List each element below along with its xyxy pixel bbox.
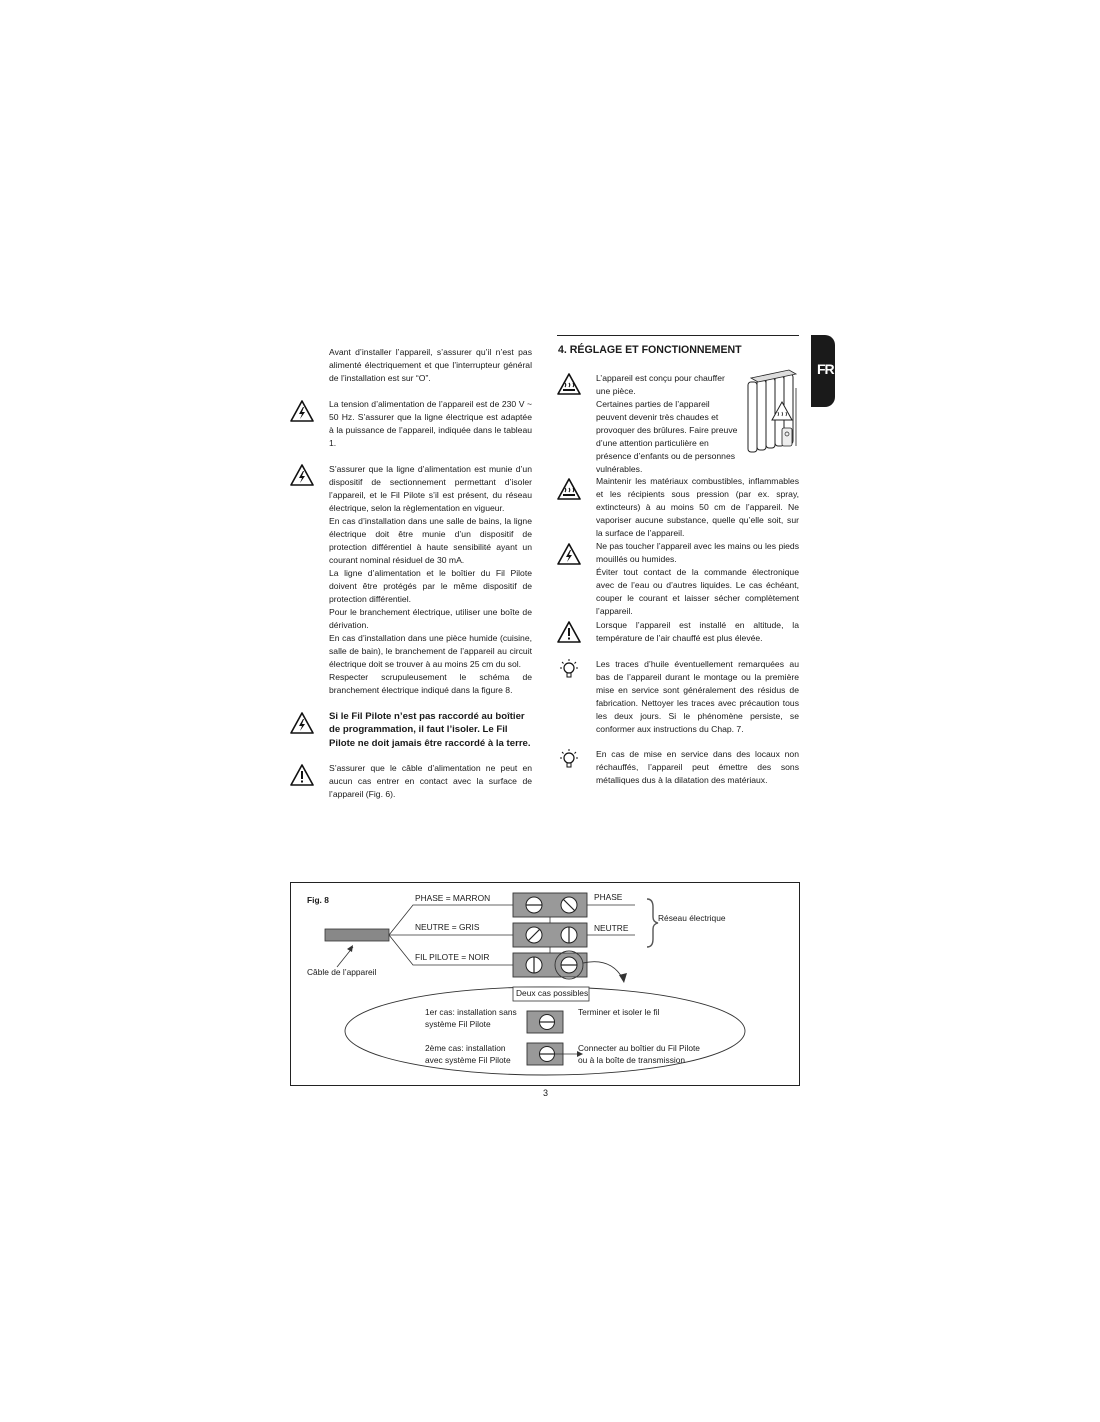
phase-out-label: PHASE bbox=[594, 892, 623, 902]
hot-surface-icon bbox=[557, 478, 581, 500]
lightbulb-tip-icon bbox=[557, 658, 581, 680]
right-paragraph-1a: L’appareil est conçu pour chauffer une pièce. bbox=[596, 373, 725, 396]
case-1-action: Terminer et isoler le fil bbox=[578, 1007, 660, 1017]
hot-surface-icon bbox=[557, 373, 581, 395]
case-1-line-1: 1er cas: installation sans bbox=[425, 1007, 517, 1017]
left-paragraph-1: Avant d’installer l’appareil, s’assurer qu’il n’est pas alimenté électriquement et que l’interrupteur général de l’installation est sur “O”. bbox=[329, 347, 532, 383]
left-paragraph-3e: En cas d’installation dans une pièce humide (cuisine, salle de bain), le branchement de l’appareil au circuit électrique doit se trouver à au moins 25 cm du sol. bbox=[329, 633, 532, 669]
figure-8-wiring-diagram bbox=[290, 882, 800, 1086]
electric-hazard-icon bbox=[290, 400, 314, 422]
case-2-action-line-2: ou à la boîte de transmission bbox=[578, 1055, 686, 1065]
left-paragraph-3b: En cas d’installation dans une salle de bains, la ligne électrique doit être munie d’un dispositif de protection différentiel à haute sensibilité ayant un courant nominal résiduel de 30 mA. bbox=[329, 516, 532, 565]
language-tab-label: FR bbox=[817, 361, 834, 377]
right-paragraph-3b: Éviter tout contact de la commande électronique avec de l’eau ou d’autres liquides. Le cas échéant, couper le courant et laisser sécher complètement l’appareil. bbox=[596, 567, 799, 616]
electric-hazard-icon bbox=[290, 712, 314, 734]
right-paragraph-2: Maintenir les matériaux combustibles, inflammables et les récipients sous pression (par ex. spray, extincteurs) à au moins 50 cm de l’appareil. Ne vaporiser aucune substance, quelle qu’elle soit, sur la surface de l’appareil. bbox=[596, 476, 799, 538]
left-paragraph-3c: La ligne d’alimentation et le boîtier du Fil Pilote doivent être protégés par le même dispositif de protection différentiel. bbox=[329, 568, 532, 604]
section-rule bbox=[557, 335, 799, 336]
right-paragraph-6: En cas de mise en service dans des locaux non réchauffés, l’appareil peut émettre des sons métalliques dus à la dilatation des matériaux. bbox=[596, 749, 799, 785]
left-paragraph-3: S’assurer que la ligne d’alimentation est munie d’un dispositif de sectionnement permettant d’isoler l’appareil, et le Fil Pilote s’il est présent, du réseau électrique, selon la règlementation en vigueur. bbox=[329, 464, 532, 513]
reseau-label: Réseau électrique bbox=[658, 913, 726, 923]
right-paragraph-4: Lorsque l’appareil est installé en altitude, la température de l’air chauffé est plus élevée. bbox=[596, 620, 799, 643]
case-2-line-2: avec système Fil Pilote bbox=[425, 1055, 511, 1065]
page-number: 3 bbox=[543, 1088, 549, 1098]
right-paragraph-3a: Ne pas toucher l’appareil avec les mains ou les pieds mouillés ou humides. bbox=[596, 541, 799, 564]
radiator-illustration bbox=[744, 368, 800, 460]
electric-hazard-icon bbox=[557, 543, 581, 565]
cable-label: Câble de l’appareil bbox=[307, 967, 377, 977]
language-tab bbox=[811, 335, 835, 407]
case-2-action-line-1: Connecter au boîtier du Fil Pilote bbox=[578, 1043, 700, 1053]
left-paragraph-5: S’assurer que le câble d’alimentation ne peut en aucun cas entrer en contact avec la surface de l’appareil (Fig. 6). bbox=[329, 763, 532, 799]
warning-icon bbox=[290, 764, 314, 786]
neutre-out-label: NEUTRE bbox=[594, 923, 629, 933]
right-paragraph-1b: Certaines parties de l’appareil peuvent devenir très chaudes et provoquer des brûlures. Faire preuve d’une attention particulière en présence d’enfants ou de personnes vulnérables. bbox=[596, 399, 738, 474]
figure-label: Fig. 8 bbox=[307, 895, 329, 905]
electric-hazard-icon bbox=[290, 464, 314, 486]
phase-wire-label: PHASE = MARRON bbox=[415, 893, 491, 903]
right-paragraph-5: Les traces d’huile éventuellement remarquées au bas de l’appareil durant le montage ou la première mise en service sont généralement des résidus de fabrication. Nettoyer les traces avec précaution tous les deux jours. Si le phénomène persiste, se conformer aux instructions du Chap. 7. bbox=[596, 659, 799, 734]
case-1-line-2: système Fil Pilote bbox=[425, 1019, 491, 1029]
deux-cas-label: Deux cas possibles bbox=[516, 988, 589, 998]
pilote-wire-label: FIL PILOTE = NOIR bbox=[415, 952, 490, 962]
left-paragraph-3f: Respecter scrupuleusement le schéma de branchement électrique indiqué dans la figure 8. bbox=[329, 672, 532, 695]
left-paragraph-2: La tension d’alimentation de l’appareil est de 230 V ~ 50 Hz. S’assurer que la ligne électrique est adaptée à la puissance de l’appareil, indiquée dans le tableau 1. bbox=[329, 399, 532, 448]
warning-icon bbox=[557, 621, 581, 643]
case-2-line-1: 2ème cas: installation bbox=[425, 1043, 506, 1053]
left-paragraph-4-bold: Si le Fil Pilote n’est pas raccordé au boîtier de programmation, il faut l’isoler. Le Fil Pilote ne doit jamais être raccordé à la terre. bbox=[329, 711, 531, 749]
lightbulb-tip-icon bbox=[557, 748, 581, 770]
section-heading: 4. RÉGLAGE ET FONCTIONNEMENT bbox=[558, 344, 742, 356]
left-paragraph-3d: Pour le branchement électrique, utiliser une boîte de dérivation. bbox=[329, 607, 532, 630]
neutre-wire-label: NEUTRE = GRIS bbox=[415, 922, 480, 932]
